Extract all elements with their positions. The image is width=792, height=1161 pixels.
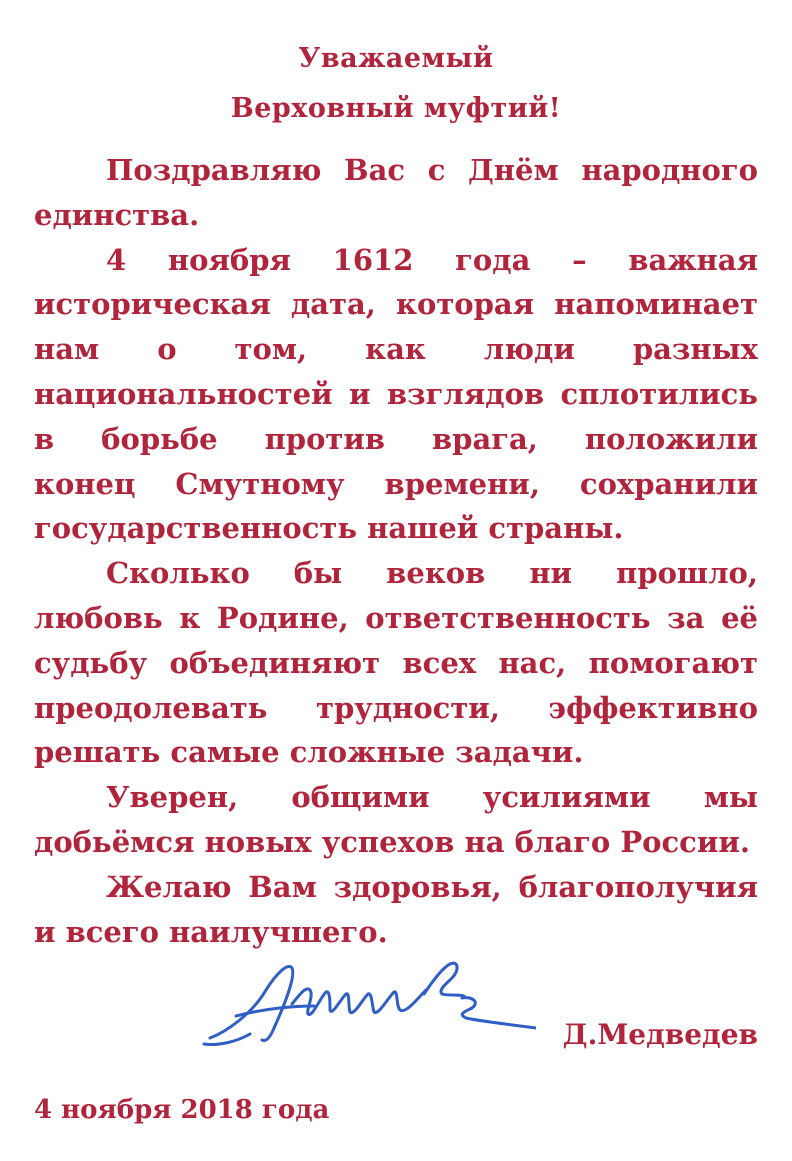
paragraph-line: единства. [34, 197, 200, 232]
paragraph-line: судьбу объединяют всех нас, помогают [34, 645, 758, 680]
paragraph-line: национальностей и взглядов сплотились [34, 376, 758, 411]
paragraph-line: историческая дата, которая напоминает [34, 287, 758, 322]
paragraph-line: государственность нашей страны. [34, 511, 624, 546]
paragraph-history [34, 238, 758, 552]
paragraph-line: в борьбе против врага, положили [34, 421, 758, 456]
paragraph-homeland [34, 551, 758, 775]
signer-name: Д.Медведев [562, 1018, 758, 1051]
paragraph-line: Поздравляю Вас с Днём народного [106, 153, 758, 187]
paragraph-greeting [34, 148, 758, 238]
paragraph-line: нам о том, как люди разных [34, 332, 758, 367]
paragraph-wishes [34, 865, 758, 955]
paragraph-line: конец Смутному времени, сохранили [34, 466, 758, 501]
paragraph-line: Желаю Вам здоровья, благополучия [106, 869, 758, 904]
salutation [0, 34, 792, 134]
paragraph-line: любовь к Родине, ответственность за её [34, 600, 758, 635]
paragraph-line: 4 ноября 1612 года – важная [106, 242, 758, 277]
paragraph-line: добьёмся новых успехов на благо России. [34, 824, 750, 859]
letter-date: 4 ноября 2018 года [34, 1095, 330, 1125]
signature-icon [196, 946, 536, 1058]
paragraph-line: преодолевать трудности, эффективно [34, 690, 758, 725]
paragraph-line: Сколько бы веков ни прошло, [106, 556, 758, 591]
paragraph-success [34, 775, 758, 865]
letter-body [34, 148, 758, 954]
salutation-line-1: Уважаемый [298, 43, 494, 74]
salutation-line-2: Верховный муфтий! [230, 93, 562, 124]
paragraph-line: Уверен, общими усилиями мы [106, 780, 758, 815]
paragraph-line: решать самые сложные задачи. [34, 735, 584, 770]
handwritten-signature [196, 946, 536, 1058]
paragraph-line: и всего наилучшего. [34, 914, 388, 949]
